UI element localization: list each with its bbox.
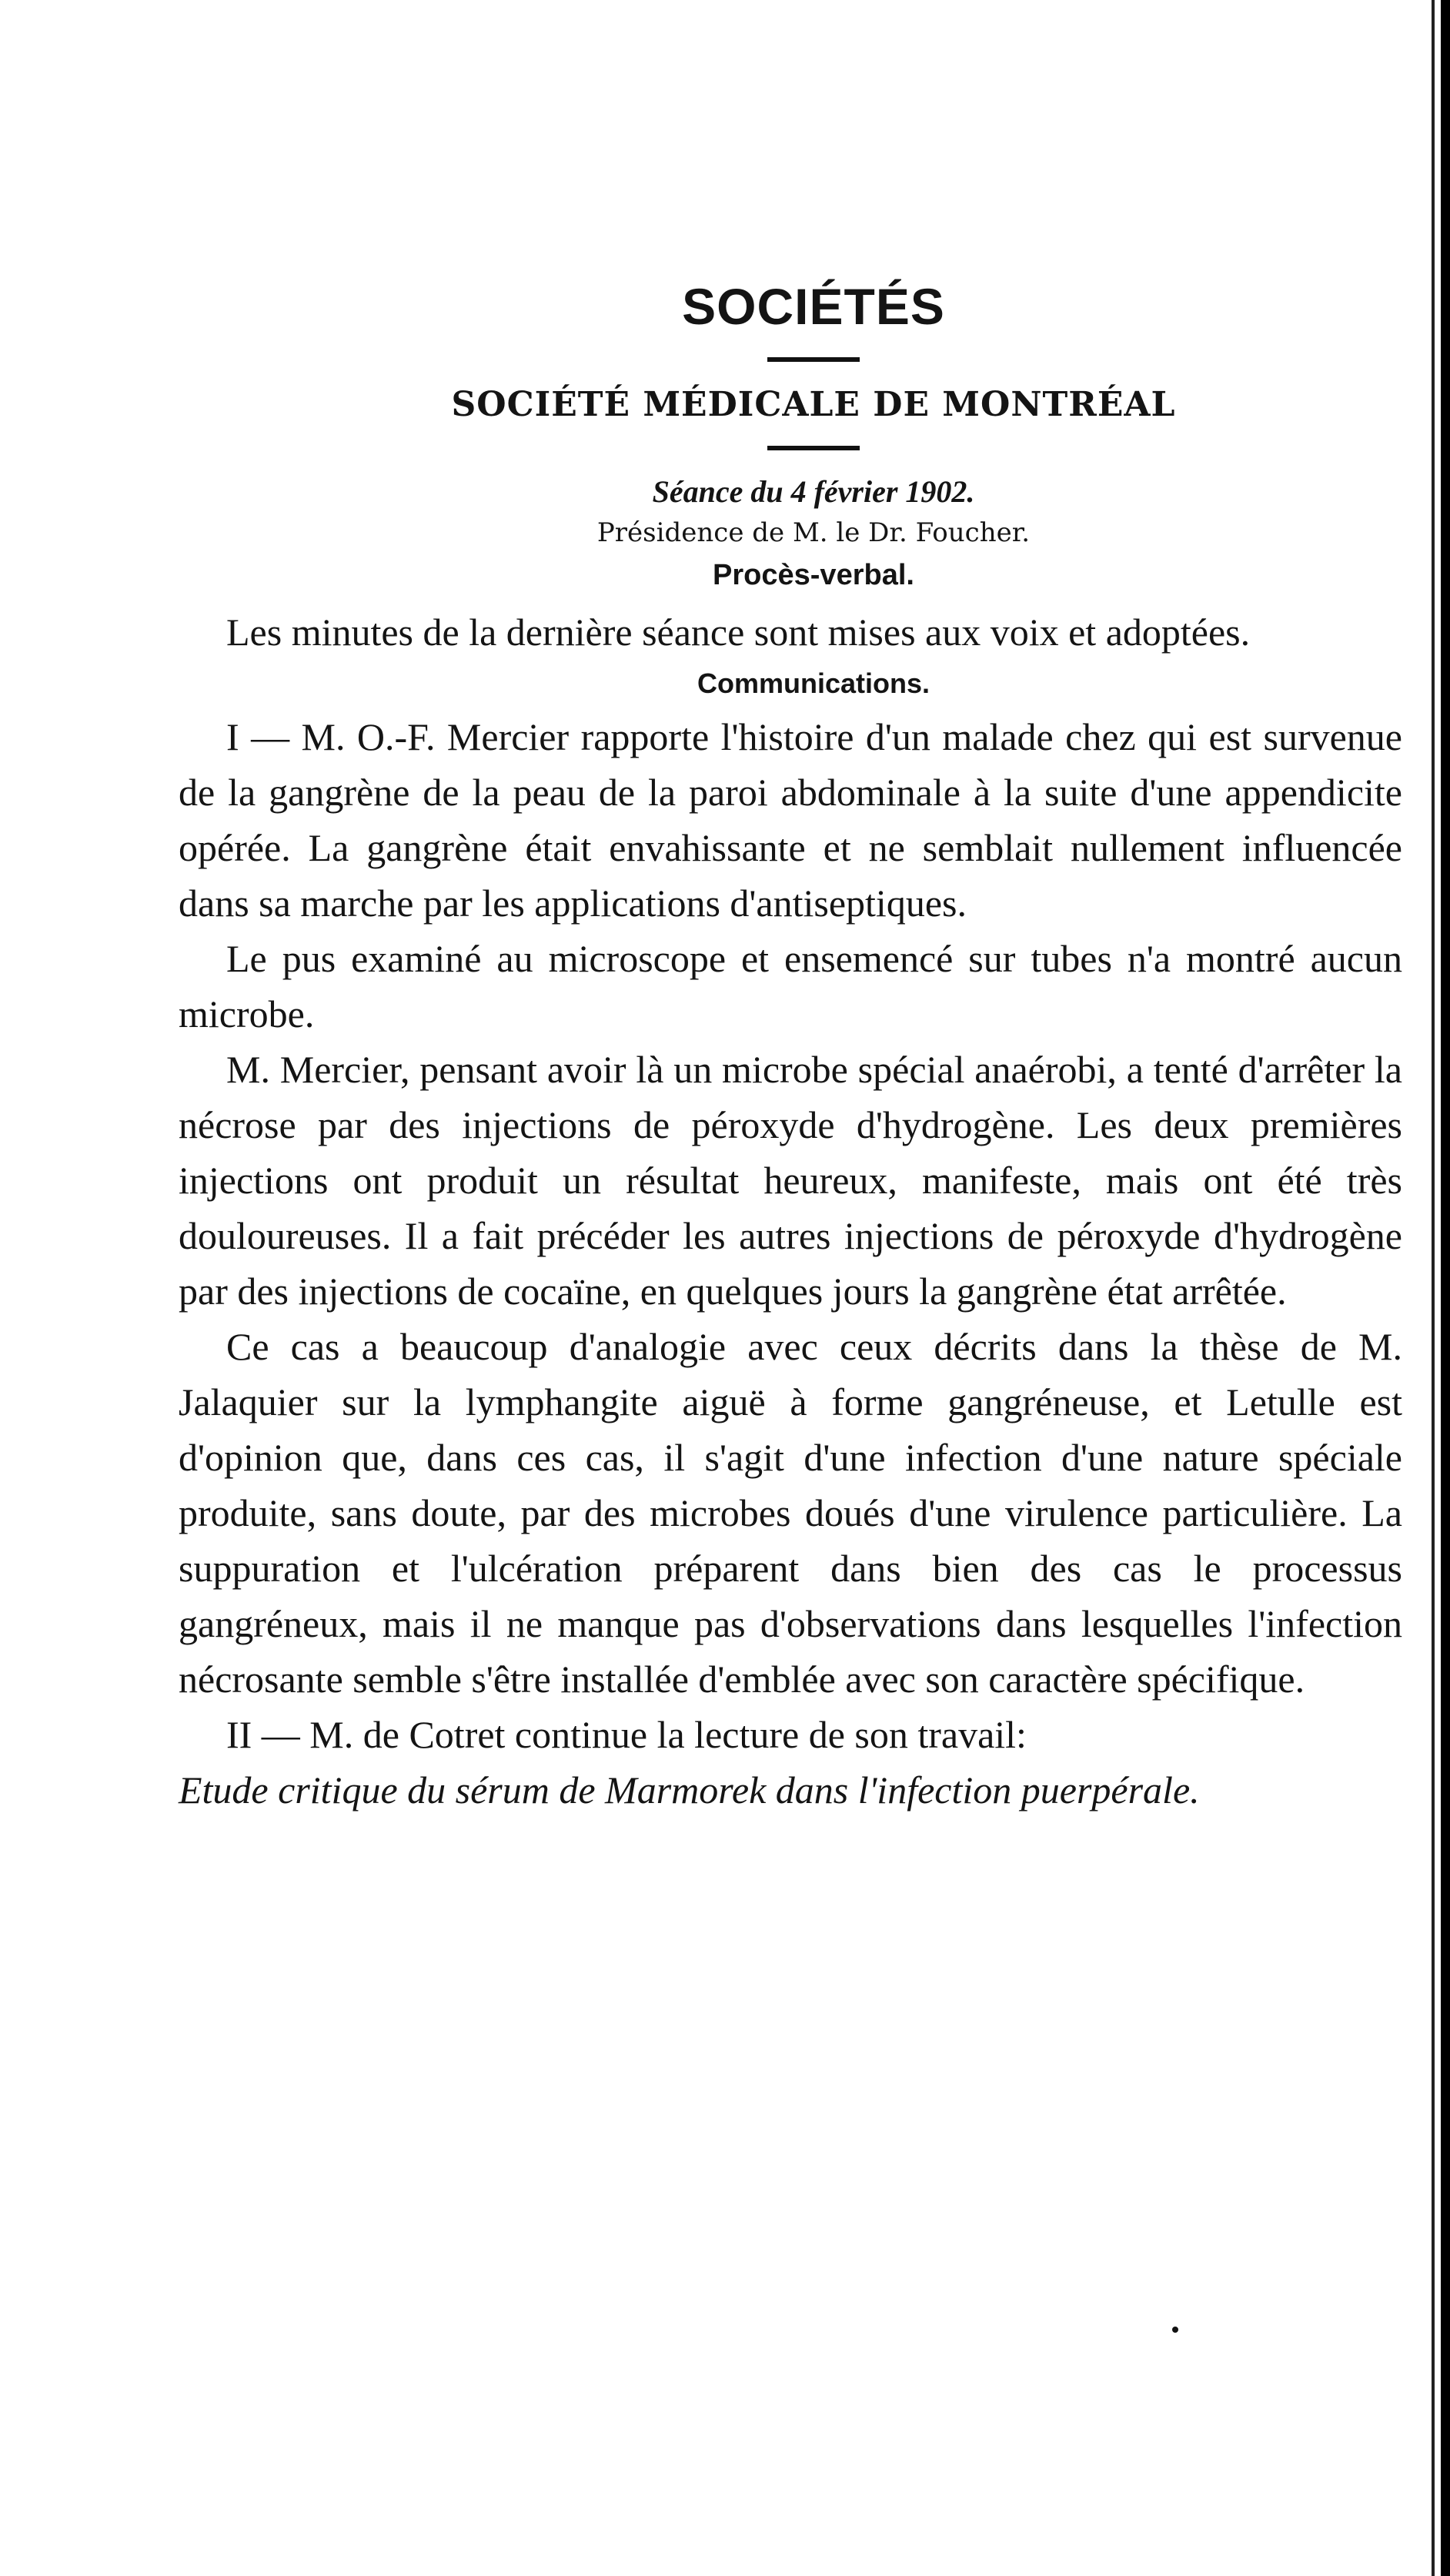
page-edge-shadow <box>1432 0 1435 2576</box>
paragraph-microscope: Le pus examiné au microscope et ensemencé sur tubes n'a montré aucun microbe. <box>179 937 1402 1035</box>
minutes-paragraph: Les minutes de la dernière séance sont mises aux voix et adoptées. <box>226 611 1251 654</box>
communications-heading: Communications. <box>697 667 930 699</box>
proces-verbal-heading: Procès-verbal. <box>713 559 914 591</box>
paragraph-de-cotret: II — M. de Cotret continue la lecture de son travail: <box>226 1713 1027 1756</box>
section-title: SOCIÉTÉS <box>682 278 945 335</box>
society-name: SOCIÉTÉ MÉDICALE DE MONTRÉAL <box>451 385 1176 424</box>
session-date: Séance du 4 février 1902. <box>652 474 975 509</box>
stray-mark <box>1172 2327 1178 2333</box>
subtitle-rule <box>767 446 860 450</box>
paragraph-analogy: Ce cas a beaucoup d'analogie avec ceux décrits dans la thèse de M. Jalaquier sur la lymphangite aiguë à forme gangréneuse, et Letulle est d'opinion que, dans ces cas, il s'agit d'une infection d'une nature spéciale produite, sans doute, par des microbes doués d'une virulence particulière. La suppuration et l'ulcération préparent dans bien des cas le processus gangréneux, mais il ne manque pas d'observations dans lesquelles l'infection nécrosante semble s'être installée d'emblée avec son caractère spécifique. <box>179 1325 1402 1701</box>
paragraph-peroxide: M. Mercier, pensant avoir là un microbe spécial anaérobi, a tenté d'arrêter la nécrose par des injections de péroxyde d'hydrogène. Les deux premières injections ont produit un résultat heureux, manifeste, mais ont été très douloureuses. Il a fait précéder les autres injections de péroxyde d'hydrogène par des injections de cocaïne, en quelques jours la gangrène état arrêtée. <box>179 1048 1402 1313</box>
title-rule <box>767 357 860 362</box>
page-edge <box>1441 0 1450 2576</box>
work-title: Etude critique du sérum de Marmorek dans l'infection puerpérale. <box>179 1768 1200 1812</box>
paragraph-mercier-case: I — M. O.-F. Mercier rapporte l'histoire d'un malade chez qui est survenue de la gangrène de la peau de la paroi abdominale à la suite d'une appendicite opérée. La gangrène était envahissante et ne semblait nullement influencée dans sa marche par les applications d'antiseptiques. <box>179 715 1402 925</box>
presidency-line: Présidence de M. le Dr. Foucher. <box>596 517 1031 548</box>
document-page <box>179 277 1402 1818</box>
